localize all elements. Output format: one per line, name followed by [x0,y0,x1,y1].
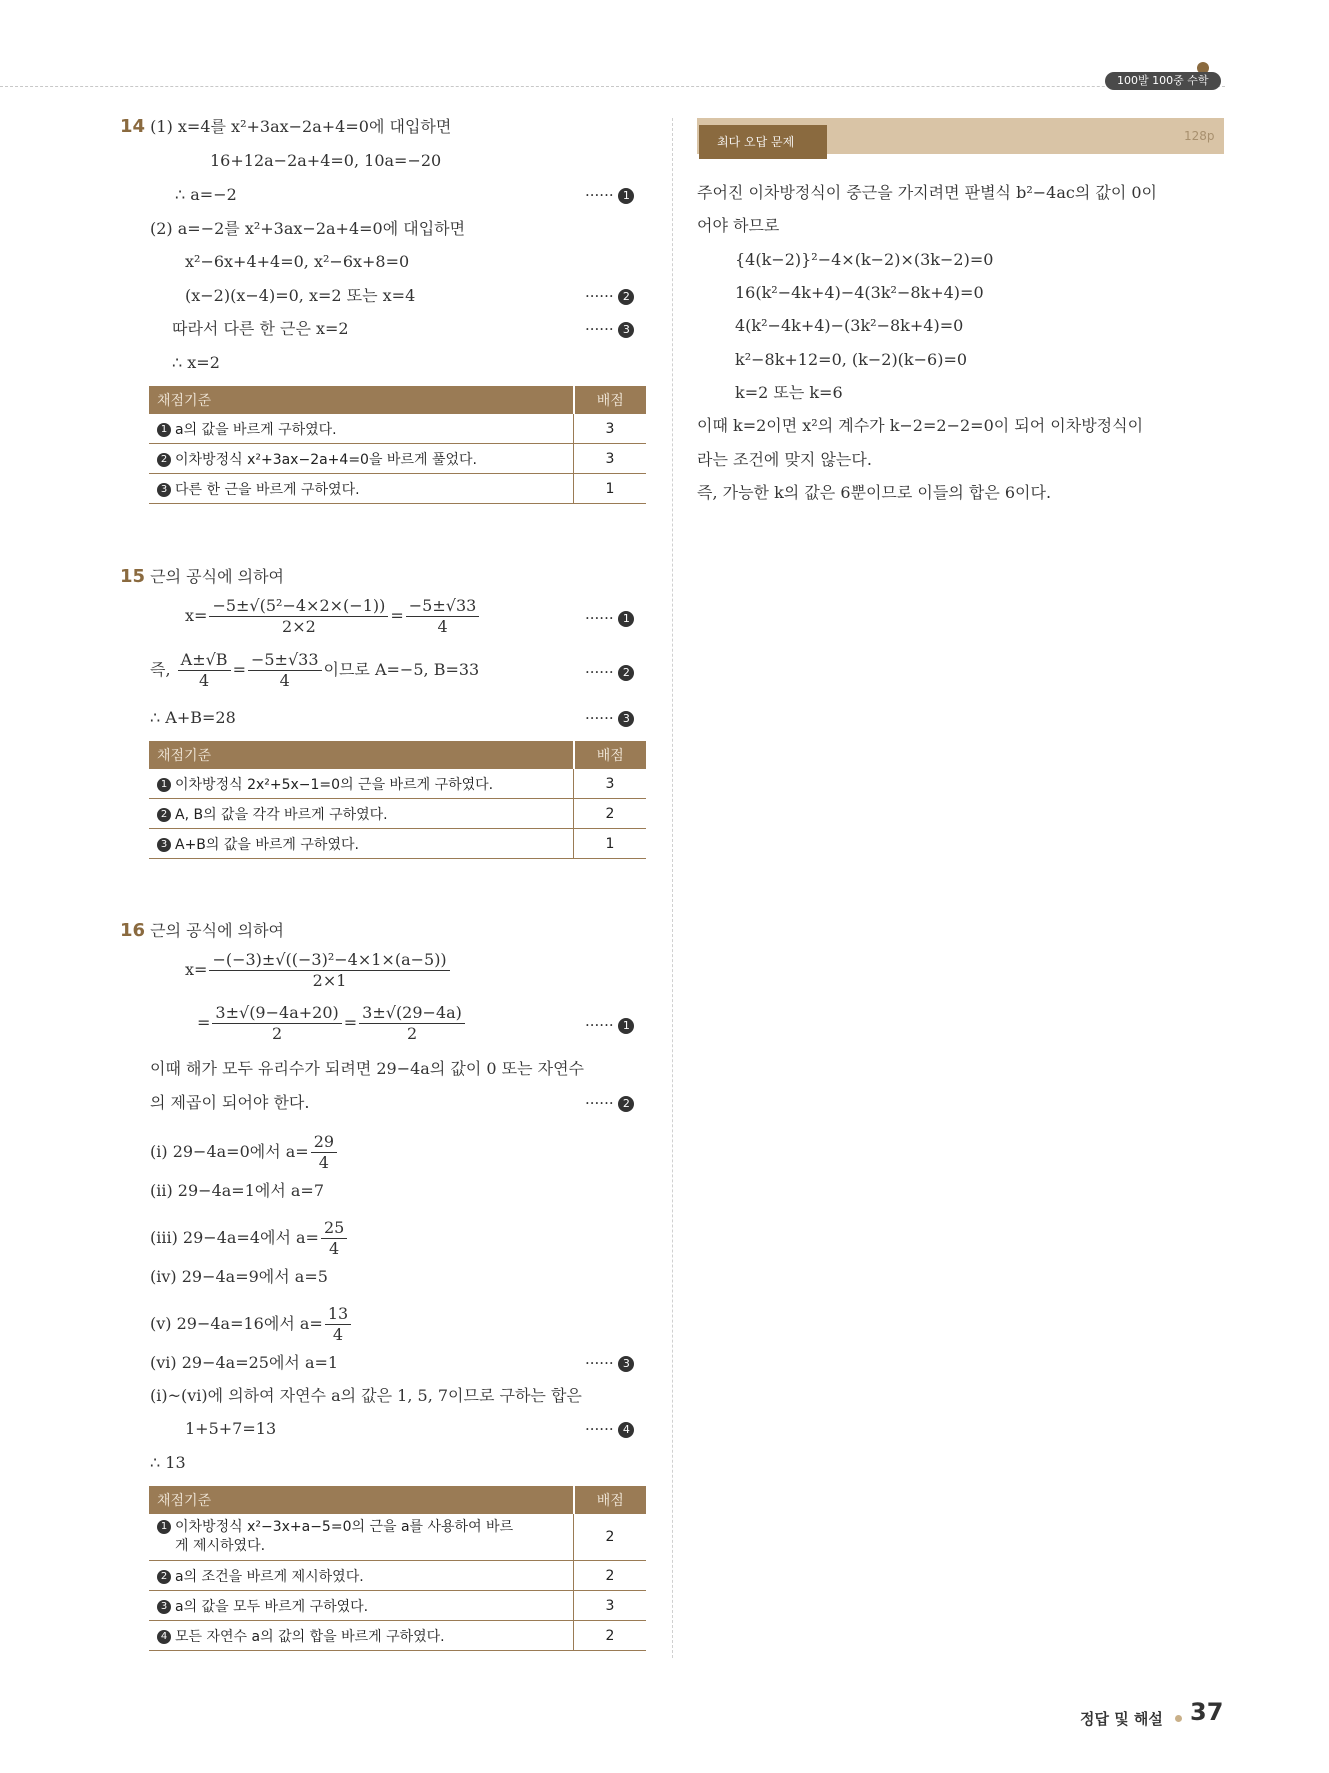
fraction: $\frac{\text{−(−3)±√((−3)²−4×1×(a−5))}}{2\times 1}$ [209,950,449,991]
fraction: $\frac{29}{4}$ [311,1132,337,1173]
step-marker: ······ 4 [585,1420,634,1438]
step-number-icon: 1 [618,1018,634,1034]
step-line: 근의 공식에 의하여 [150,567,284,586]
section-tag: 최다 오답 문제 [699,125,827,159]
step-number-icon: 3 [618,322,634,338]
fraction: $\frac{\text{−5±√(5²−4×2×(−1))}}{2\times 2}$ [209,596,388,637]
formula-line: x= $\frac{\text{−5±√(5²−4×2×(−1))}}{2\times 2}$ = $\frac{-5\pm√33}{4}$ [185,596,481,637]
fraction: $\frac{25}{4}$ [321,1218,347,1259]
step-line: (1) x=4를 x²+3ax−2a+4=0에 대입하면 [150,117,452,136]
table-row: 1 이차방정식 x²−3x+a−5=0의 근을 a를 사용하여 바르 게 제시하였다. 2 [149,1514,646,1561]
step-line: 어야 하므로 [697,216,780,235]
step-line: ∴ x=2 [172,353,220,372]
problem-number: 15 [120,566,146,587]
scoring-table [149,1486,646,1651]
step-line: 1+5+7=13 [185,1419,277,1438]
step-marker: ······ 3 [585,320,634,338]
step-marker: ······ 1 [585,186,634,204]
step-number-icon: 1 [618,611,634,627]
formula-line: x= $\frac{\text{−(−3)±√((−3)²−4×1×(a−5))}}{2\times 1}$ [185,950,452,991]
step-line: {4(k−2)}²−4×(k−2)×(3k−2)=0 [735,250,994,269]
step-line: 의 제곱이 되어야 한다. [150,1093,310,1112]
step-marker: ······ 1 [585,609,634,627]
fraction: $\frac{3\pm√(9-4a+20)}{2}$ [212,1003,341,1044]
step-number-icon: 1 [618,188,634,204]
table-row: 3 다른 한 근을 바르게 구하였다. 1 [149,474,646,504]
step-marker: ······ 2 [585,287,634,305]
step-line: k=2 또는 k=6 [735,383,843,402]
footer-dot-icon [1175,1715,1182,1722]
formula-line: 즉, $\frac{A\pm√B}{4}$ = $\frac{-5\pm√33}{4}$ 이므로 A=−5, B=33 [150,650,480,690]
problem-number: 16 [120,920,146,941]
fraction: $\frac{3\pm√(29-4a)}{2}$ [359,1003,465,1044]
top-dashed-rule [0,86,1225,87]
step-line: 16(k²−4k+4)−4(3k²−8k+4)=0 [735,283,984,302]
page-number: 37 [1190,1698,1224,1726]
step-line: (2) a=−2를 x²+3ax−2a+4=0에 대입하면 [150,219,466,238]
criteria-header: 채점기준 [149,386,574,414]
fraction: $\frac{-5\pm√33}{4}$ [406,596,480,637]
table-row: 3 a의 값을 모두 바르게 구하였다. 3 [149,1591,646,1621]
step-line: ∴ A+B=28 [150,708,236,727]
fraction: $\frac{13}{4}$ [325,1304,351,1345]
fraction: $\frac{-5\pm√33}{4}$ [248,650,322,691]
criteria-header: 채점기준 [149,1486,574,1514]
step-line: k²−8k+12=0, (k−2)(k−6)=0 [735,350,968,369]
table-row: 1 a의 값을 바르게 구하였다. 3 [149,414,646,444]
table-row: 2 a의 조건을 바르게 제시하였다. 2 [149,1561,646,1591]
step-number-icon: 2 [618,289,634,305]
step-line: ∴ a=−2 [175,185,237,204]
footer-label: 정답 및 해설 [1080,1710,1163,1728]
step-line: x²−6x+4+4=0, x²−6x+8=0 [185,252,410,271]
table-row: 4 모든 자연수 a의 값의 합을 바르게 구하였다. 2 [149,1621,646,1651]
step-line: 따라서 다른 한 근은 x=2 [172,319,349,338]
step-marker: ······ 3 [585,709,634,727]
case-line: (ⅵ) 29−4a=25에서 a=1 [150,1353,339,1372]
score-header: 배점 [574,386,647,414]
step-number-icon: 2 [618,665,634,681]
step-line: 즉, 가능한 k의 값은 6뿐이므로 이들의 합은 6이다. [697,483,1052,502]
case-line: (ⅱ) 29−4a=1에서 a=7 [150,1181,324,1200]
step-number-icon: 4 [618,1422,634,1438]
step-line: 이때 k=2이면 x²의 계수가 k−2=2−2=0이 되어 이차방정식이 [697,416,1144,435]
step-line: 4(k²−4k+4)−(3k²−8k+4)=0 [735,316,964,335]
column-divider [672,118,673,1658]
score-header: 배점 [574,741,647,769]
step-marker: ······ 3 [585,1354,634,1372]
step-line: 주어진 이차방정식이 중근을 가지려면 판별식 b²−4ac의 값이 0이 [697,183,1158,202]
book-title-badge: 100발 100중 수학 [1105,72,1221,90]
step-line: 라는 조건에 맞지 않는다. [697,450,872,469]
table-row: 2 A, B의 값을 각각 바르게 구하였다. 2 [149,799,646,829]
step-line: ∴ 13 [150,1453,186,1472]
step-marker: ······ 1 [585,1016,634,1034]
scoring-table [149,386,646,504]
case-line: (ⅰ) 29−4a=0에서 a= $\frac{29}{4}$ [150,1132,339,1173]
case-line: (ⅴ) 29−4a=16에서 a= $\frac{13}{4}$ [150,1304,353,1345]
score-header: 배점 [574,1486,647,1514]
step-line: 16+12a−2a+4=0, 10a=−20 [210,151,442,170]
step-line: (x−2)(x−4)=0, x=2 또는 x=4 [185,286,416,305]
case-line: (ⅳ) 29−4a=9에서 a=5 [150,1267,328,1286]
reference-page: 128p [1184,129,1215,143]
step-number-icon: 3 [618,711,634,727]
step-number-icon: 2 [618,1096,634,1112]
step-number-icon: 3 [618,1356,634,1372]
step-marker: ······ 2 [585,1094,634,1112]
fraction: $\frac{A\pm√B}{4}$ [178,650,231,691]
step-marker: ······ 2 [585,663,634,681]
table-row: 1 이차방정식 2x²+5x−1=0의 근을 바르게 구하였다. 3 [149,769,646,799]
criteria-header: 채점기준 [149,741,574,769]
problem-number: 14 [120,116,146,137]
step-line: 근의 공식에 의하여 [150,921,284,940]
step-line: 이때 해가 모두 유리수가 되려면 29−4a의 값이 0 또는 자연수 [150,1059,585,1078]
formula-line: = $\frac{3\pm√(9-4a+20)}{2}$ = $\frac{3\pm√(29-4a)}{2}$ [197,1003,467,1044]
case-line: (ⅲ) 29−4a=4에서 a= $\frac{25}{4}$ [150,1218,349,1259]
scoring-table [149,741,646,859]
step-line: (ⅰ)~(ⅵ)에 의하여 자연수 a의 값은 1, 5, 7이므로 구하는 합은 [150,1386,582,1405]
table-row: 3 A+B의 값을 바르게 구하였다. 1 [149,829,646,859]
table-row: 2 이차방정식 x²+3ax−2a+4=0을 바르게 풀었다. 3 [149,444,646,474]
